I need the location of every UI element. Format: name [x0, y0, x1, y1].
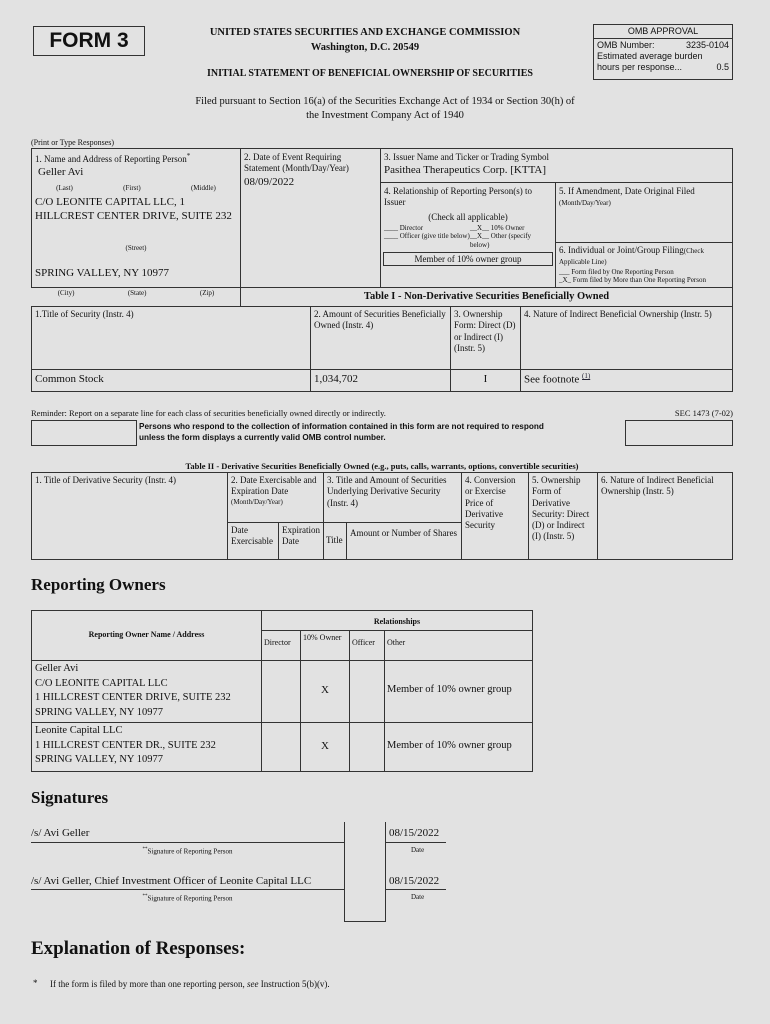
box1-address-area [31, 193, 241, 243]
omb-burden-line1: Estimated average burden [597, 51, 703, 61]
ro-row-1-line4: SPRING VALLEY, NY 10977 [35, 706, 163, 718]
ro-row-2-ten: X [300, 722, 350, 772]
filed-pursuant-2: the Investment Company Act of 1940 [306, 110, 464, 121]
ro-col-director: Director [261, 630, 301, 661]
ro-row-1-line2: C/O LEONITE CAPITAL LLC [35, 677, 168, 689]
ro-col-name: Reporting Owner Name / Address [31, 610, 262, 661]
ro-row-1-director [261, 660, 301, 723]
table1-title: Table I - Non-Derivative Securities Beneficially Owned [240, 287, 733, 307]
signature-2-sub: Signature of Reporting Person [147, 894, 233, 903]
table1-row-form: I [451, 370, 521, 392]
ro-row-2-line3: SPRING VALLEY, NY 10977 [35, 754, 163, 765]
ro-row-2-other: Member of 10% owner group [384, 722, 533, 772]
ro-row-1-line1: Geller Avi [35, 663, 79, 674]
table1-row-nature: See footnote [524, 373, 580, 386]
table2-title: Table II - Derivative Securities Beneficially Owned (e.g., puts, calls, warrants, options, convertible securities) [185, 461, 579, 471]
table2-col6: 6. Nature of Indirect Beneficial Ownership (Instr. 5) [597, 472, 733, 560]
box5-label: 5. If Amendment, Date Original Filed [559, 186, 695, 196]
ro-row-1-line3: 1 HILLCREST CENTER DRIVE, SUITE 232 [35, 692, 231, 703]
table2-col2-a: Date Exercisable [227, 522, 279, 560]
box4-relationship [380, 182, 556, 288]
box2-event-date [240, 148, 381, 288]
signature-2-date: 08/15/2022 [389, 875, 440, 887]
box6-label: 6. Individual or Joint/Group Filing [559, 245, 684, 255]
signature-2-date-label: Date [411, 893, 425, 901]
omb-number-label: OMB Number: [597, 40, 655, 50]
signature-1: /s/ Avi Geller [31, 827, 90, 839]
ro-row-1-name [31, 660, 262, 723]
table1-row-amount: 1,034,702 [311, 370, 451, 392]
box1-street-area [31, 241, 241, 288]
form-title: INITIAL STATEMENT OF BENEFICIAL OWNERSHIP OF SECURITIES [206, 68, 533, 79]
signature-1-date: 08/15/2022 [389, 827, 440, 839]
box6-label-suffix: (Check Applicable Line) [559, 247, 704, 267]
box5-sub: (Month/Day/Year) [559, 199, 611, 208]
box3-value: Pasithea Therapeutics Corp. [KTTA] [384, 164, 547, 177]
ro-row-2-line2: 1 HILLCREST CENTER DR., SUITE 232 [35, 739, 216, 751]
box2-value: 08/09/2022 [244, 175, 295, 188]
table2-col4: 4. Conversion or Exercise Price of Derivative Security [461, 472, 529, 560]
table2-col2-header [227, 472, 324, 523]
omb-title: OMB APPROVAL [594, 25, 732, 39]
box4-ten-pct: __X__ 10% Owner [470, 223, 525, 232]
ro-relationships: Relationships [261, 610, 533, 631]
agency-line2: Washington, D.C. 20549 [310, 42, 420, 53]
table1-col1: 1.Title of Security (Instr. 4) [32, 307, 311, 370]
reporting-owners-heading: Reporting Owners [31, 575, 166, 594]
table1-col3: 3. Ownership Form: Direct (D) or Indirect (I) (Instr. 5) [451, 307, 521, 370]
reporting-owners-table [31, 610, 533, 770]
table2-col3-b: Amount or Number of Shares [346, 522, 462, 560]
explanation-text [50, 979, 650, 990]
table2 [31, 472, 733, 560]
box1-middle: (Middle) [190, 184, 216, 192]
box6-line2: _X_ Form filed by More than One Reporting Person [559, 275, 706, 284]
sec-number: SEC 1473 (7-02) [674, 408, 733, 418]
table2-col2-b: Expiration Date [278, 522, 324, 560]
box1-street: (Street) [125, 244, 147, 252]
omb-number-value: 3235-0104 [685, 40, 729, 50]
table1-col4: 4. Nature of Indirect Beneficial Ownership (Instr. 5) [521, 307, 733, 370]
form-label-box [33, 26, 145, 56]
box4-other: __X__ Other (specify below) [470, 232, 532, 249]
ro-row-2-name [31, 722, 262, 772]
table1-col2: 2. Amount of Securities Beneficially Owned (Instr. 4) [311, 307, 451, 370]
table2-col2: 2. Date Exercisable and Expiration Date [231, 475, 317, 497]
box1-city: (City) [57, 289, 75, 297]
box1-state: (State) [127, 289, 147, 297]
explanation-text-before: If the form is filed by more than one reporting person, [50, 979, 245, 989]
print-type-note: (Print or Type Responses) [31, 138, 115, 147]
table2-col2-sub: (Month/Day/Year) [231, 497, 283, 506]
box4-check: (Check all applicable) [428, 211, 508, 222]
signatures-block [31, 822, 446, 922]
omb-burden-value: 0.5 [716, 62, 729, 72]
signature-2-sub-mark: ** [142, 894, 148, 899]
box4-director: ____ Director [384, 223, 424, 232]
signature-1-sub-mark: ** [142, 847, 148, 852]
ro-col-other: Other [384, 630, 533, 661]
box5-amendment [555, 182, 733, 243]
omb-approval-box [593, 24, 733, 80]
box6-filing [555, 242, 733, 288]
explanation-heading: Explanation of Responses: [31, 938, 246, 959]
ro-col-ten: 10% Owner [300, 630, 350, 661]
box4-other-value: Member of 10% owner group [383, 252, 553, 266]
box1-label: 1. Name and Address of Reporting Person [35, 154, 187, 164]
box1-name: Geller Avi [38, 166, 84, 179]
table2-col1: 1. Title of Derivative Security (Instr. 4) [31, 472, 228, 560]
table2-col3-a: Title [323, 522, 347, 560]
table2-col5: 5. Ownership Form of Derivative Security: Direct (D) or Indirect (I) (Instr. 5) [528, 472, 598, 560]
box1-city-state-zip: SPRING VALLEY, NY 10977 [35, 267, 170, 280]
signature-2: /s/ Avi Geller, Chief Investment Officer of Leonite Capital LLC [31, 875, 312, 887]
box1-last: (Last) [56, 184, 73, 192]
explanation-star: * [33, 978, 38, 988]
reminder-right-box [625, 420, 733, 446]
box2-label: 2. Date of Event Requiring Statement (Month/Day/Year) [244, 152, 349, 174]
explanation-text-after: Instruction 5(b)(v). [260, 979, 330, 989]
table2-col3: 3. Title and Amount of Securities Underlying Derivative Security (Instr. 4) [323, 472, 462, 523]
agency-line1: UNITED STATES SECURITIES AND EXCHANGE COMMISSION [209, 27, 521, 38]
box6-line1: ___ Form filed by One Reporting Person [559, 267, 674, 276]
filed-pursuant-1: Filed pursuant to Section 16(a) of the Securities Exchange Act of 1934 or Section 30(h) of [195, 96, 575, 107]
table1 [31, 306, 733, 392]
ro-row-1-ten: X [300, 660, 350, 723]
box4-label: 4. Relationship of Reporting Person(s) to Issuer [384, 186, 532, 208]
signature-1-date-label: Date [411, 846, 425, 854]
box1-zip: (Zip) [199, 289, 215, 297]
reminder-text: Reminder: Report on a separate line for each class of securities beneficially owned directly or indirectly. [31, 408, 386, 418]
box1-asterisk: * [186, 152, 191, 160]
ro-row-2-line1: Leonite Capital LLC [35, 725, 123, 736]
box1-first: (First) [123, 184, 141, 192]
box1-address: C/O LEONITE CAPITAL LLC, 1 HILLCREST CENTER DRIVE, SUITE 232 [35, 196, 232, 223]
persons-notice [139, 421, 629, 443]
signature-1-sub: Signature of Reporting Person [147, 847, 233, 856]
ro-col-officer: Officer [349, 630, 385, 661]
box3-label: 3. Issuer Name and Ticker or Trading Symbol [384, 152, 549, 162]
signatures-heading: Signatures [31, 788, 109, 807]
ro-row-1-officer [349, 660, 385, 723]
persons-line2: unless the form displays a currently valid OMB control number. [139, 433, 386, 442]
reminder-left-box [31, 420, 137, 446]
ro-row-1-other: Member of 10% owner group [384, 660, 533, 723]
ro-row-2-director [261, 722, 301, 772]
table1-row [32, 370, 733, 392]
box3-issuer [380, 148, 733, 183]
omb-burden-line2: hours per response... [597, 62, 683, 72]
box4-officer: ____ Officer (give title below) [384, 232, 470, 241]
persons-line1: Persons who respond to the collection of information contained in this form are not required to respond [139, 422, 544, 431]
explanation-text-see: see [246, 979, 259, 989]
table1-row-title: Common Stock [32, 370, 311, 392]
footnote-link[interactable]: (1) [582, 372, 591, 380]
ro-row-2-officer [349, 722, 385, 772]
form-label: FORM 3 [49, 29, 129, 52]
